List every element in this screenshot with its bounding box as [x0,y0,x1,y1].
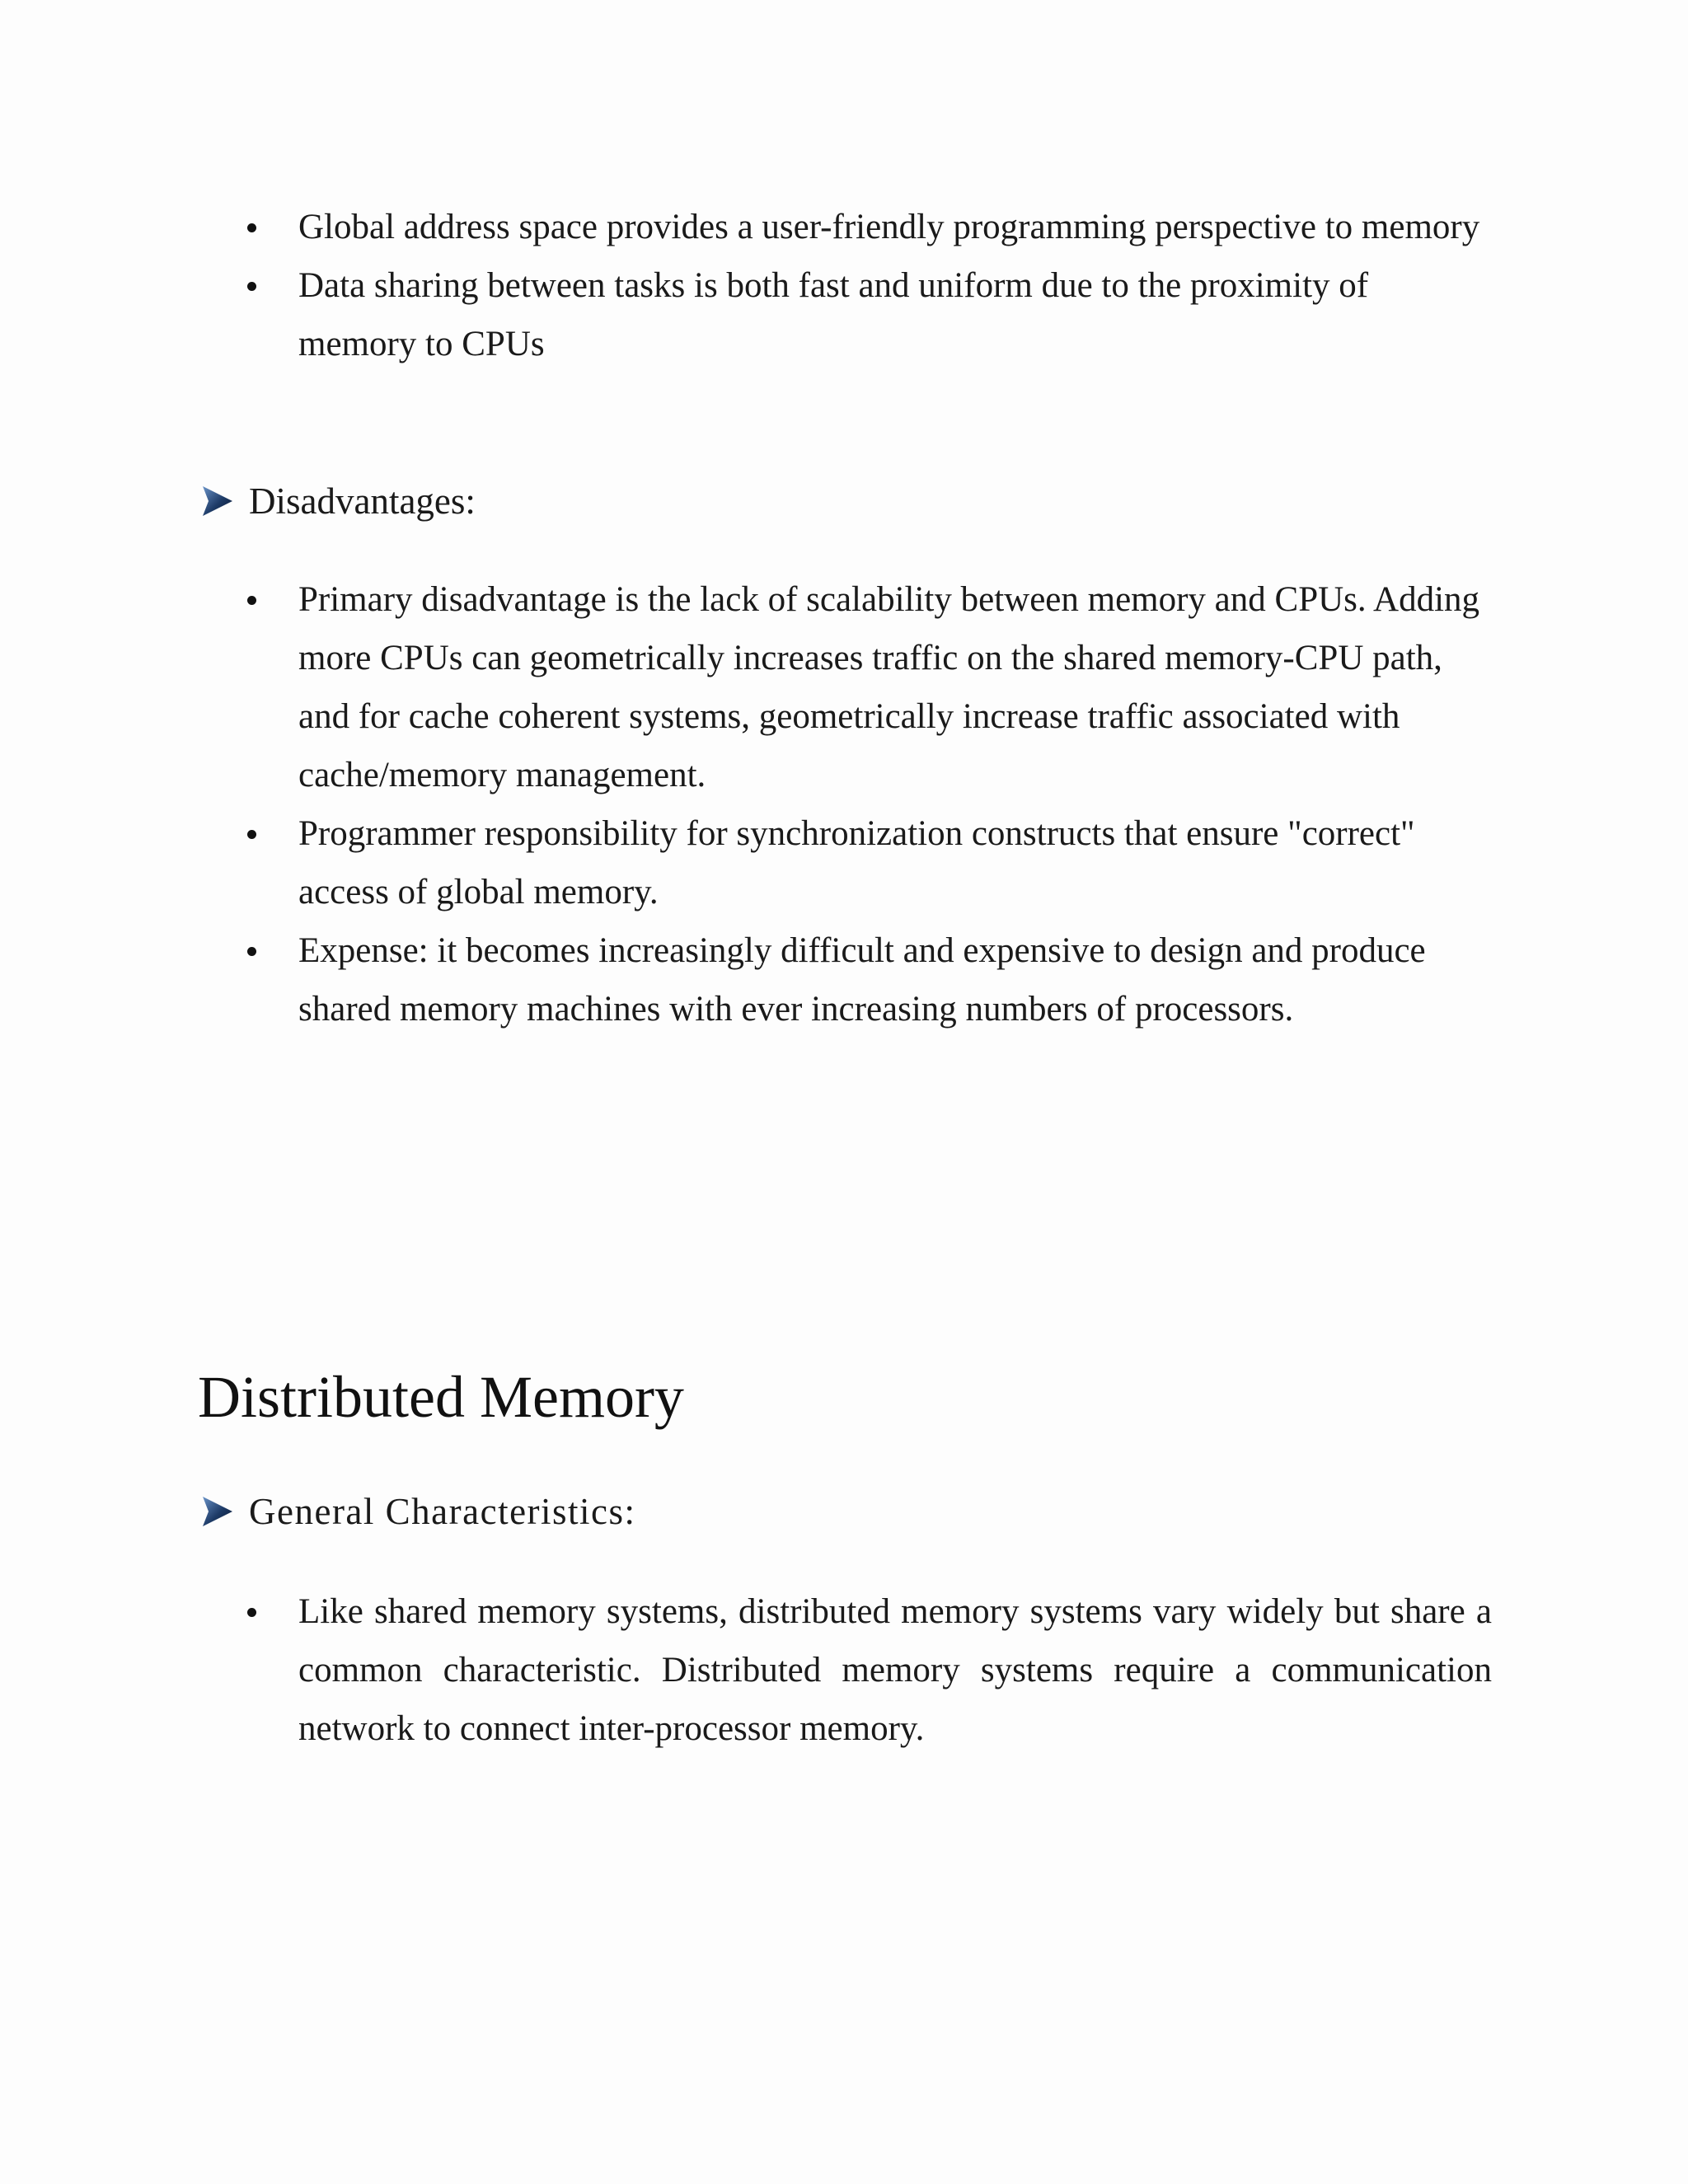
bullet-icon [247,596,256,605]
triangle-arrow-icon [201,483,234,519]
general-characteristics-list [247,1582,1492,1758]
list-item [247,921,1492,1038]
bullet-icon [247,947,256,956]
list-item [247,1582,1492,1758]
list-item-text: Programmer responsibility for synchronization constructs that ensure "correct" access of global memory. [298,814,1415,912]
triangle-arrow-icon [201,1493,234,1530]
list-item-text: Like shared memory systems, distributed memory systems vary widely but share a common characteristic. Distributed memory systems require a communication network to connect inter-processor memory. [298,1592,1492,1748]
list-item-text: Expense: it becomes increasingly difficult and expensive to design and produce shared memory machines with ever increasing numbers of processors. [298,931,1426,1029]
general-characteristics-heading [201,1487,636,1536]
list-item [247,570,1492,804]
advantages-list [247,198,1492,373]
bullet-icon [247,282,256,291]
section-title: Distributed Memory [198,1364,684,1430]
list-item [247,256,1492,373]
list-item-text: Primary disadvantage is the lack of scalability between memory and CPUs. Adding more CPUs can geometrically increases traffic on the shared memory-CPU path, and for cache coherent systems, geometrically increase traffic associated with cache/memory management. [298,580,1480,794]
list-item [247,198,1492,256]
subheading-label: General Characteristics: [249,1491,636,1532]
bullet-icon [247,223,256,232]
list-item [247,804,1492,921]
disadvantages-heading [201,476,476,526]
bullet-icon [247,1608,256,1617]
list-item-text: Data sharing between tasks is both fast and uniform due to the proximity of memory to CPUs [298,266,1369,363]
list-item-text: Global address space provides a user-friendly programming perspective to memory [298,208,1480,246]
bullet-icon [247,830,256,839]
disadvantages-list [247,570,1492,1038]
subheading-label: Disadvantages: [249,480,476,522]
